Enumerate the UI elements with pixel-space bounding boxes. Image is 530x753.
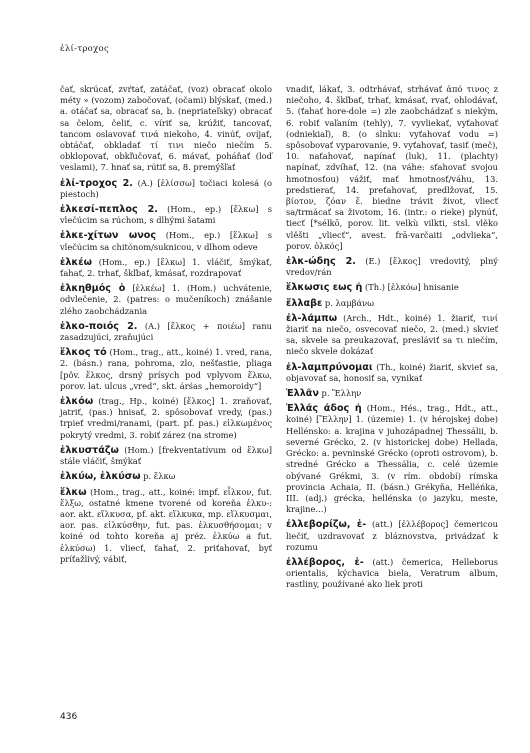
entry-headword: ἕλκω [60, 486, 87, 498]
entry-definition: (trag., Hp., koiné) [ἕλκος] 1. zraňovať, jatriť, (pas.) hnisať, 2. spôsobovať vredy, (pas.) trpieť vredmi/ranami, (part. pf. pas.) εἱλκωμένος pokrytý vredmi, 3. robiť zárez (na strome) [60, 396, 272, 440]
entry-headword: ἑλκ-ώδης 2. [286, 256, 356, 268]
entry-headword: ἑλκεσί-πεπλος 2. [60, 204, 158, 216]
entry-definition: p. Ἕλλην [321, 388, 362, 399]
entry-headword: ἑλκύω, ἑλκύσω [60, 471, 141, 483]
entry-headword: ἕλκος τό [60, 347, 107, 359]
dictionary-entry [60, 396, 272, 441]
entry-definition: (Th.) [ἑλκόω] hnisanie [364, 282, 459, 293]
entry-definition: (A.) [ἑλίσσω] točiaci kolesá (o piestoch) [60, 177, 273, 199]
entry-definition: (att.) [ἐλλέβορος] čemericou liečiť, uzdravovať z bláznovstva, privádzať k rozumu [286, 519, 499, 552]
dictionary-entry [60, 230, 272, 252]
dictionary-entry [286, 256, 498, 278]
entry-definition: (Hom., Hés., trag., Hdt., att., koiné) [Ἕλλην] 1. (územie) 1. (v hérojskej dobe) Hellénsko: a. krajina v juhozápadnej Thessálii, b. severné Grécko, 2. (v historickej dobe) Hellada, Grécko: a. pevninské Grécko (oproti ostrovom), b. stredné Grécko a Thessália, c. celé územie obývané Grékmi, 3. (v rím. období) rímska provincia Achaia, II. (básn.) Grékyňa, Helléńka, III. (adj.) grécka, hellénska (o jazyku, meste, krajine...) [286, 403, 498, 515]
entry-definition: (Hom., ep.) [ἕλκω] 1. vláčiť, šmýkať, ťahať, 2. trhať, škľbať, kmásať, rozdrapovať [60, 256, 273, 279]
dictionary-entry [286, 362, 498, 384]
entry-headword: ἔλλαβε [286, 297, 323, 309]
dictionary-entry [286, 519, 498, 553]
dictionary-entry [286, 313, 498, 358]
entry-headword: Ἑλλᾶν [286, 388, 319, 400]
entry-definition: čať, skrúcať, zvŕtať, zatáčať, (voz) obracať okolo méty » (vozom) zabočovať, (očami) blýskať, (med.) a. otáčať sa, obracať sa, b. (nepriateľsky) obracať sa čelom, čeliť, c. víriť sa, krúžiť, tancovať, tancom oslavovať τινά niekoho, 4. vinúť, ovíjať, obtáčať, obkladať τί τινι niečo niečím 5. obklopovať, obkľučovať, 6. mávať, poháňať (loď veslami), 7. hnať sa, rútiť sa, 8. premýšľať [60, 84, 272, 173]
dictionary-entry [286, 388, 498, 399]
entry-definition: p. ἕλκω [143, 471, 176, 482]
dictionary-entry [60, 178, 272, 200]
dictionary-entry [60, 347, 272, 392]
dictionary-entry [60, 257, 272, 279]
dictionary-entry [60, 445, 272, 467]
entry-headword: ἕλκωσις εως ἡ [286, 282, 363, 294]
entry-headword: ἑλκέω [60, 256, 92, 268]
entry-definition: (Th., koiné) žiariť, skvieť sa, objavovať sa, honosiť sa, vynikať [286, 361, 498, 383]
dictionary-entry [60, 84, 272, 174]
entry-definition: p. λαμβάνω [324, 297, 374, 308]
entry-definition: (Hom., ep.) [ἕλκω] s vlečúcim sa rúchom, s dlhými šatami [60, 204, 272, 226]
entry-headword: ἑλί-τροχος 2. [60, 177, 133, 189]
entry-definition: (Hom., trag., att., koiné) 1. vred, rana, 2. (básn.) rana, pohroma, zlo, nešťastie, pliaga [pôv. ἕλκος, drsný prísych pod vplyvom ἕλκω, porov. lat. ulcus „vred“, skt. árśas „hemoroidy“] [60, 347, 273, 391]
dictionary-entry [286, 403, 498, 515]
entry-definition: (A.) [ἕλκος + ποιέω] ranu zasadzujúci, zraňujúci [60, 320, 273, 343]
dictionary-entry [60, 471, 272, 482]
dictionary-entry [286, 282, 498, 293]
entry-definition: (E.) [ἕλκος] vredovitý, plný vredov/rán [286, 256, 498, 278]
entry-headword: ἑλκε-χίτων ωνος [60, 230, 157, 242]
entry-definition: (Hom.) [frekventatívum od ἕλκω] stále vláčiť, šmýkať [60, 444, 272, 467]
left-column [60, 84, 272, 569]
dictionary-entry [60, 487, 272, 565]
entry-headword: ἐλλεβορίζω, ἑ- [286, 519, 367, 531]
dictionary-entry [60, 283, 272, 317]
dictionary-entry [286, 557, 498, 591]
entry-headword: Ἑλλάς άδος ἡ [286, 403, 362, 415]
entry-definition: [ἑλκέω] 1. (Hom.) uchvátenie, odvlečenie, 2. (patres: o mučeníkoch) znášanie zlého zaobchádzania [60, 283, 272, 316]
entry-headword: ἐλ-λάμπω [286, 312, 338, 324]
entry-headword: ἐλλέβορος, ἑ- [286, 556, 364, 568]
entry-definition: (Hom., trag., att., koiné: impf. εἷλκον, fut. ἕλξω, ostatné kmene tvorené od koreňa ἑλκυ-: aor. akt. εἵλκυσα, pf. akt. εἵλκυκα, mp. εἵλκυσμαι, aor. pas. εἱλκύσθην, fut. pas. ἑλκυσθήσομαι; v koiné od tohto koreňa aj préz. ἑλκύω a fut. ἑλκύσω) 1. vliecť, ťahať, 2. priťahovať, byť príťažlivý, vábiť, [60, 486, 273, 564]
page-number: 436 [60, 712, 78, 722]
right-column [286, 84, 498, 595]
entry-headword: ἐλ-λαμπρύνομαι [286, 361, 373, 373]
entry-headword: ἑλκυστάζω [60, 444, 119, 456]
entry-headword: ἑλκόω [60, 396, 94, 408]
entry-definition: (Hom., ep.) [ἕλκω] s vlečúcim sa chitónom/suknicou, v dlhom odeve [60, 230, 273, 252]
dictionary-entry [286, 298, 498, 309]
running-head: ἑλί-τροχος [60, 44, 109, 54]
entry-headword: ἑλκο-ποιός 2. [60, 320, 138, 332]
dictionary-entry [60, 321, 272, 343]
entry-definition: vnadiť, lákať, 3. odtrhávať, strhávať ἀπό τινος z niečoho, 4. škľbať, trhať, kmásať, rvať, ohlodávať, 5. (ťahať hore-dole =) zle zaobchádzať s niekým, 6. robiť vaľaním (tehly), 7. vyvliekať, vyťahovať (odniekiaľ), 8. (o slnku: vyťahovať vodu =) spôsobovať vyparovanie, 9. vyťahovať, tasiť (meč), 10. naťahovať, napínať (luk), 11. (plachty) napínať, zdvíhať, 12. (na váhe: sťahovať svojou hmotnosťou) vážiť, mať hmotnosť/váhu, 13. predstierať, 14. preťahovať, predlžovať, 15. βίοτον, ζόαν ἕ. biedne trávit život, vliecť sa/trmácať sa životom, 16. (intr.: o rieke) plynúť, tiecť [*sélkō, porov. lit. velkù vilkti, stsl. vlěko vlěšti „vliecť“, avest. frā-varčaiti „odvlieka“, porov. ὁλκός] [286, 84, 498, 251]
entry-definition: (Arch., Hdt., koiné) 1. žiariť, τινί žiariť na niečo, osvecovať niečo, 2. (med.) skvieť sa, skvele sa preukazovať, presláviť sa τι niečím, niečo skvele dokázať [286, 312, 498, 357]
entry-definition: (att.) čemerica, Helleborus orientalis, kýchavica biela, Veratrum album, rastliny, používané ako liek proti [286, 556, 499, 590]
dictionary-entry [60, 204, 272, 226]
dictionary-entry [286, 84, 498, 252]
entry-headword: ἑλκηθμός ὁ [60, 283, 126, 295]
